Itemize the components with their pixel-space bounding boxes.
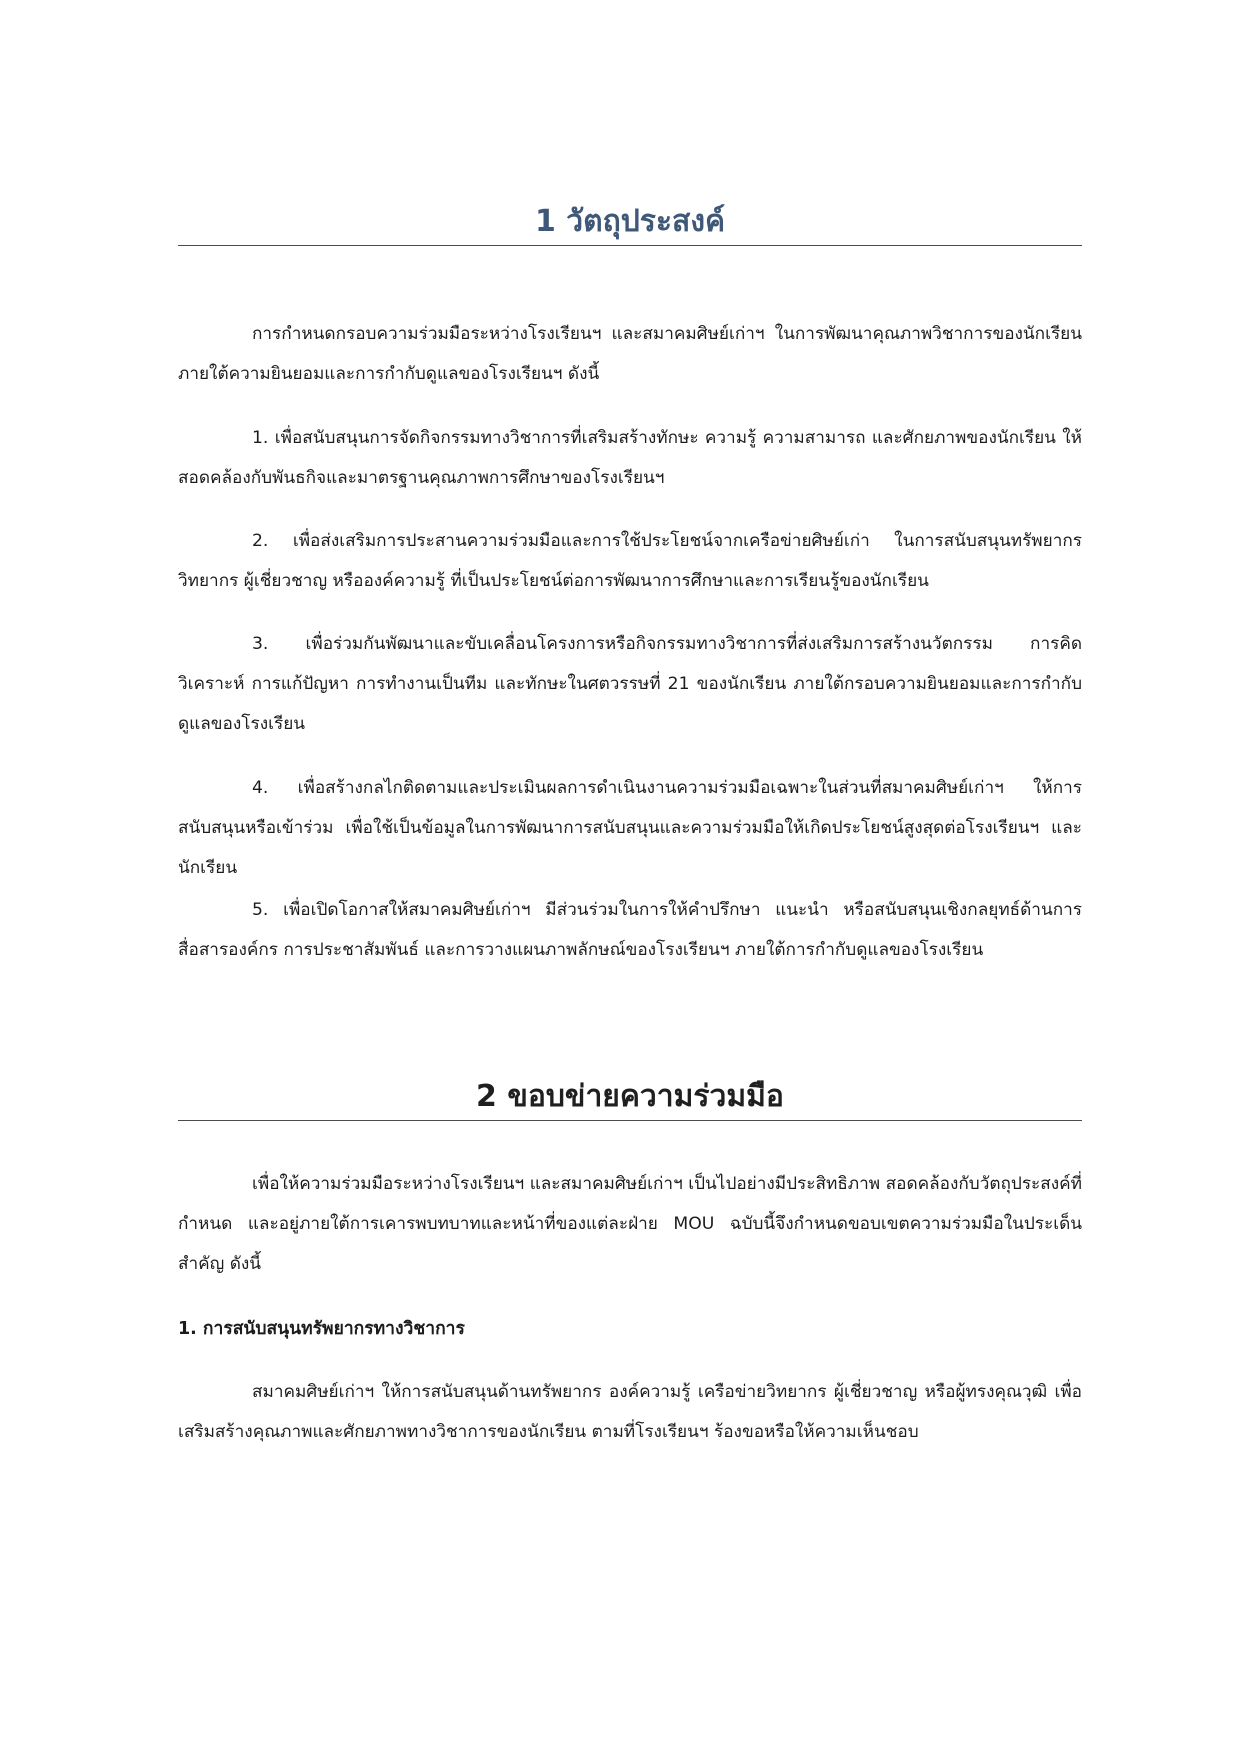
objective-3: 3. เพื่อร่วมกันพัฒนาและขับเคลื่อนโครงการหรือกิจกรรมทางวิชาการที่ส่งเสริมการสร้างนวัตกรรม การคิดวิเคราะห์ การแก้ปัญหา การทำงานเป็นทีม และทักษะในศตวรรษที่ 21 ของนักเรียน ภายใต้กรอบความยินยอมและการกำกับดูแลของโรงเรียน (178, 634, 1082, 734)
subsection-1-body: สมาคมศิษย์เก่าฯ ให้การสนับสนุนด้านทรัพยากร องค์ความรู้ เครือข่ายวิทยากร ผู้เชี่ยวชาญ หรือผู้ทรงคุณวุฒิ เพื่อเสริมสร้างคุณภาพและศักยภาพทางวิชาการของนักเรียน ตามที่โรงเรียนฯ ร้องขอหรือให้ความเห็นชอบ (178, 1382, 1082, 1442)
objective-4: 4. เพื่อสร้างกลไกติดตามและประเมินผลการดำเนินงานความร่วมมือเฉพาะในส่วนที่สมาคมศิษย์เก่าฯ ให้การสนับสนุนหรือเข้าร่วม เพื่อใช้เป็นข้อมูลในการพัฒนาการสนับสนุนและความร่วมมือให้เกิดประโยชน์สูงสุดต่อโรงเรียนฯ และนักเรียน (178, 778, 1082, 878)
section-2-divider (178, 1120, 1082, 1121)
subsection-1-title: 1. การสนับสนุนทรัพยากรทางวิชาการ (178, 1319, 465, 1339)
section-1-intro: การกำหนดกรอบความร่วมมือระหว่างโรงเรียนฯ และสมาคมศิษย์เก่าฯ ในการพัฒนาคุณภาพวิชาการของนักเรียน ภายใต้ความยินยอมและการกำกับดูแลของโรงเรียนฯ ดังนี้ (178, 324, 1082, 384)
objective-5: 5. เพื่อเปิดโอกาสให้สมาคมศิษย์เก่าฯ มีส่วนร่วมในการให้คำปรึกษา แนะนำ หรือสนับสนุนเชิงกลยุทธ์ด้านการสื่อสารองค์กร การประชาสัมพันธ์ และการวางแผนภาพลักษณ์ของโรงเรียนฯ ภายใต้การกำกับดูแลของโรงเรียน (178, 900, 1082, 960)
section-1-title: 1 วัตถุประสงค์ (534, 204, 726, 240)
objective-1: 1. เพื่อสนับสนุนการจัดกิจกรรมทางวิชาการที่เสริมสร้างทักษะ ความรู้ ความสามารถ และศักยภาพของนักเรียน ให้สอดคล้องกับพันธกิจและมาตรฐานคุณภาพการศึกษาของโรงเรียนฯ (178, 428, 1082, 488)
section-1-divider (178, 245, 1082, 246)
section-2-intro: เพื่อให้ความร่วมมือระหว่างโรงเรียนฯ และสมาคมศิษย์เก่าฯ เป็นไปอย่างมีประสิทธิภาพ สอดคล้องกับวัตถุประสงค์ที่กำหนด และอยู่ภายใต้การเคารพบทบาทและหน้าที่ของแต่ละฝ่าย MOU ฉบับนี้จึงกำหนดขอบเขตความร่วมมือในประเด็นสำคัญ ดังนี้ (178, 1174, 1082, 1274)
section-2-title: 2 ขอบข่ายความร่วมมือ (476, 1079, 784, 1115)
objective-2: 2. เพื่อส่งเสริมการประสานความร่วมมือและการใช้ประโยชน์จากเครือข่ายศิษย์เก่า ในการสนับสนุนทรัพยากร วิทยากร ผู้เชี่ยวชาญ หรือองค์ความรู้ ที่เป็นประโยชน์ต่อการพัฒนาการศึกษาและการเรียนรู้ของนักเรียน (178, 531, 1082, 591)
